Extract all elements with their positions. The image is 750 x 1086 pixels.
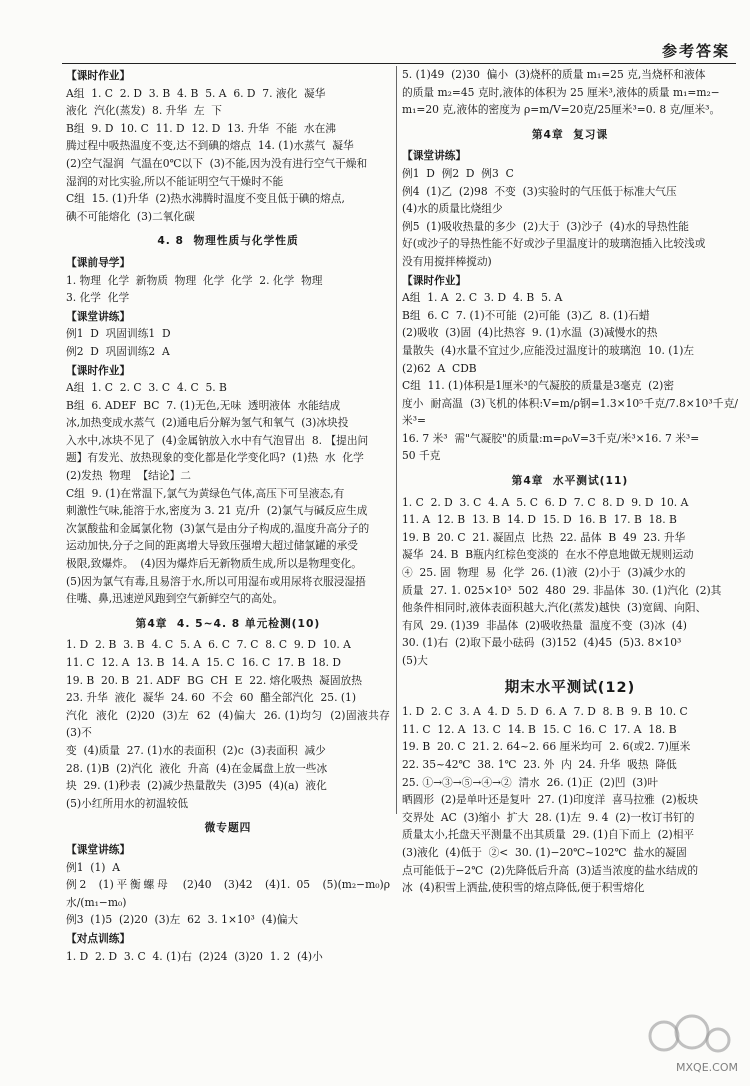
answer-line: 例1 (1) A xyxy=(66,860,120,874)
answer-line: B组 6. C 7. (1)不可能 (2)可能 (3)乙 8. (1)石蜡 xyxy=(402,308,650,322)
answer-line: 湿润的对比实验,所以不能证明空气干燥时不能 xyxy=(66,174,284,188)
section-tag: 【课堂讲练】 xyxy=(66,842,131,856)
answer-line: 19. B 20. C 21. 凝固点 比热 22. 晶体 B 49 23. 升华 xyxy=(402,530,686,544)
answer-line: 30. (1)右 (2)取下最小砝码 (3)152 (4)45 (5)3. 8×10³ xyxy=(402,636,682,650)
section-title: 第4章 水平测试(11) xyxy=(511,474,629,488)
left-column xyxy=(66,66,397,965)
answer-line: (4)水的质量比烧组少 xyxy=(402,202,503,216)
answer-line: 变 (4)质量 27. (1)水的表面积 (2)c (3)表面积 减少 xyxy=(66,743,326,757)
answer-line: (2)吸收 (3)固 (4)比热容 9. (1)水温 (3)减慢水的热 xyxy=(402,326,658,340)
answer-line: 11. A 12. B 13. B 14. D 15. D 16. B 17. B 18. B xyxy=(402,513,677,527)
answer-line: 1. D 2. B 3. B 4. C 5. A 6. C 7. C 8. C 9. D 10. A xyxy=(66,638,351,652)
answer-line: A组 1. C 2. D 3. B 4. B 5. A 6. D 7. 液化 凝华 xyxy=(66,86,326,100)
answer-line: (2)发热 物理 【结论】二 xyxy=(66,469,191,483)
answer-line: 运动加快,分子之间的距离增大导致压强增大超过储氯罐的承受 xyxy=(66,539,358,553)
section-tag: 【课堂讲练】 xyxy=(402,149,467,163)
answer-line: 题】有发光、放热现象的变化都是化学变化吗? (1)热 水 化学 xyxy=(66,451,364,465)
answer-line: 22. 35~42℃ 38. 1℃ 23. 外 内 24. 升华 吸热 降低 xyxy=(402,757,677,771)
header-rule xyxy=(62,63,736,64)
answer-block xyxy=(66,379,390,608)
column-divider xyxy=(396,66,397,814)
answer-line: 有风 29. (1)39 非晶体 (2)吸收热量 温度不变 (3)冰 (4) xyxy=(402,618,687,632)
answer-line: 例2 D 巩固训练2 A xyxy=(66,344,170,358)
section-title: 微专题四 xyxy=(204,821,252,835)
answer-line: 腾过程中吸热温度不变,达不到碘的熔点 14. (1)水蒸气 凝华 xyxy=(66,139,354,153)
answer-line: 例1 D 例2 D 例3 C xyxy=(402,166,514,180)
answer-line: 11. C 12. A 13. C 14. B 15. C 16. C 17. A 18. B xyxy=(402,722,677,736)
answer-line: B组 6. ADEF BC 7. (1)无色,无味 透明液体 水能结成 xyxy=(66,398,341,412)
answer-line: 晒圆形 (2)是单叶还是复叶 27. (1)印度洋 喜马拉雅 (2)板块 xyxy=(402,793,699,807)
page-header-title: 参考答案 xyxy=(661,42,730,60)
answer-line: (5)因为氯气有毒,且易溶于水,所以可用湿布或用尿将衣服浸湿捂 xyxy=(66,574,366,588)
answer-block xyxy=(402,494,738,670)
answer-block xyxy=(66,859,390,929)
answer-line: 50 千克 xyxy=(402,449,441,463)
answer-line: 汽化 液化 (2)20 (3)左 62 (4)偏大 26. (1)均匀 (2)固液共存 (3)不 xyxy=(66,708,397,740)
section-tag: 【课堂讲练】 xyxy=(66,309,131,323)
answer-line: 5. (1)49 (2)30 偏小 (3)烧杯的质量 m₁=25 克,当烧杯和液体 xyxy=(402,68,706,81)
answer-line: 例1 D 巩固训练1 D xyxy=(66,327,171,341)
watermark-text: MXQE.COM xyxy=(676,1061,738,1074)
answer-line: 质量太小,托盘天平测量不出其质量 29. (1)自下而上 (2)相平 xyxy=(402,828,695,842)
answer-line: 23. 升华 液化 凝华 24. 60 不会 60 醋全部汽化 25. (1) xyxy=(66,691,357,705)
answer-line: 他条件相同时,液体表面积越大,汽化(蒸发)越快 (3)宽阔、向阳、 xyxy=(402,601,707,615)
answer-line: 1. 物理 化学 新物质 物理 化学 化学 2. 化学 物理 xyxy=(66,273,323,287)
answer-line: 例3 (1)5 (2)20 (3)左 62 3. 1×10³ (4)偏大 xyxy=(66,913,299,927)
answer-block xyxy=(402,289,738,465)
answer-line: A组 1. A 2. C 3. D 4. B 5. A xyxy=(402,291,563,305)
answer-line: m₁=20 克,液体的密度为 ρ=m/V=20克/25厘米³=0. 8 克/厘米³。 xyxy=(402,103,721,117)
answer-block xyxy=(66,948,390,966)
answer-line: 冰 (4)积雪上洒盐,使积雪的熔点降低,便于积雪熔化 xyxy=(402,881,645,895)
answer-line: B组 9. D 10. C 11. D 12. D 13. 升华 不能 水在沸 xyxy=(66,121,336,135)
answer-line: 度小 耐高温 (3)飞机的体积:V=m/ρ钢=1.3×10⁵千克/7.8×10³千克/米³= xyxy=(402,396,738,428)
answer-line: (5)小红所用水的初温较低 xyxy=(66,796,189,810)
answer-block xyxy=(402,703,738,897)
section-title: 期末水平测试(12) xyxy=(504,679,636,696)
answer-block xyxy=(66,272,390,307)
section-tag: 【课前导学】 xyxy=(66,255,131,269)
section-tag: 【课时作业】 xyxy=(402,273,467,287)
answer-line: (2)空气湿润 气温在0℃以下 (3)不能,因为没有进行空气干燥和 xyxy=(66,156,368,170)
answer-line: 16. 7 米³ 需"气凝胶"的质量:m=ρ₀V=3千克/米³×16. 7 米³= xyxy=(402,431,700,445)
answer-line: 19. B 20. C 21. 2. 64~2. 66 厘米均可 2. 6(或2. 7)厘米 xyxy=(402,740,691,754)
answer-line: 极限,致爆炸。 (4)因为爆炸后无新物质生成,所以是物理变化。 xyxy=(66,557,362,571)
answer-line: 没有用搅拌棒搅动) xyxy=(402,254,492,268)
section-tag: 【对点训练】 xyxy=(66,931,131,945)
answer-line: 25. ①→③→⑤→④→② 清水 26. (1)正 (2)凹 (3)叶 xyxy=(402,775,659,789)
answer-line: 凝华 24. B B瓶内红棕色变淡的 在水不停息地做无规则运动 xyxy=(402,548,694,562)
answer-line: A组 1. C 2. C 3. C 4. C 5. B xyxy=(66,381,227,395)
answer-line: 11. C 12. A 13. B 14. A 15. C 16. C 17. B 18. D xyxy=(66,656,341,669)
answer-line: C组 9. (1)在常温下,氯气为黄绿色气体,高压下可呈液态,有 xyxy=(66,486,345,500)
right-column xyxy=(402,66,738,897)
answer-line: 冰,加热变成水蒸气 (2)通电后分解为氢气和氧气 (3)冰块投 xyxy=(66,416,349,430)
answer-line: 1. D 2. D 3. C 4. (1)右 (2)24 (3)20 1. 2 (4)小 xyxy=(66,949,323,963)
answer-line: 例4 (1)乙 (2)98 不变 (3)实验时的气压低于标准大气压 xyxy=(402,184,677,198)
answer-line: 例2 (1)平衡螺母 (2)40 (3)42 (4)1. 05 (5)(m₂−m₀)ρ水/(m₁−m₀) xyxy=(66,878,390,909)
answer-block xyxy=(402,165,738,271)
answer-line: 块 29. (1)秒表 (2)减少热量散失 (3)95 (4)(a) 液化 xyxy=(66,779,327,793)
answer-line: (2)62 A CDB xyxy=(402,361,477,375)
answer-block xyxy=(66,325,390,360)
answer-block xyxy=(402,66,738,119)
answer-line: 次氯酸盐和金属氯化物 (3)氯气是由分子构成的,温度升高分子的 xyxy=(66,521,370,535)
answer-line: 19. B 20. B 21. ADF BG CH E 22. 熔化吸热 凝固放热 xyxy=(66,673,362,687)
section-tag: 【课时作业】 xyxy=(66,69,131,82)
answer-line: ④ 25. 固 物理 易 化学 26. (1)液 (2)小于 (3)减少水的 xyxy=(402,566,686,580)
answer-line: C组 15. (1)升华 (2)热水沸腾时温度不变且低于碘的熔点, xyxy=(66,192,345,206)
section-title: 第4章 4. 5~4. 8 单元检测(10) xyxy=(135,616,321,630)
answer-line: 28. (1)B (2)汽化 液化 升高 (4)在金属盘上放一些冰 xyxy=(66,761,328,775)
answer-line: (5)大 xyxy=(402,654,428,667)
answer-line: 的质量 m₂=45 克时,液体的体积为 25 厘米³,液体的质量 m₁=m₂− xyxy=(402,85,720,99)
answer-line: 好(或沙子的导热性能不好或沙子里温度计的玻璃泡插入比较浅或 xyxy=(402,237,706,251)
answer-line: 1. C 2. D 3. C 4. A 5. C 6. D 7. C 8. D 9. D 10. A xyxy=(402,495,689,509)
answer-line: 点可能低于−2℃ (2)先降低后升高 (3)适当浓度的盐水结成的 xyxy=(402,863,699,877)
answer-line: 入水中,冰块不见了 (4)金属钠放入水中有气泡冒出 8. 【提出问 xyxy=(66,433,369,447)
answer-line: 刺激性气味,能溶于水,密度为 3. 21 克/升 (2)氯气与碱反应生成 xyxy=(66,504,368,518)
answer-line: 量散失 (4)水量不宜过少,应能没过温度计的玻璃泡 10. (1)左 xyxy=(402,343,695,357)
answer-line: (3)液化 (4)低于 ②< 30. (1)−20℃~102℃ 盐水的凝固 xyxy=(402,845,687,859)
answer-line: 交界处 AC (3)缩小 扩大 28. (1)左 9. 4 (2)一枚订书钉的 xyxy=(402,810,695,824)
answer-block xyxy=(66,636,397,812)
section-tag: 【课时作业】 xyxy=(66,363,131,377)
section-title: 4. 8 物理性质与化学性质 xyxy=(157,234,299,248)
answer-line: 液化 汽化(蒸发) 8. 升华 左 下 xyxy=(66,104,222,118)
answer-line: 3. 化学 化学 xyxy=(66,291,130,305)
section-title: 第4章 复习课 xyxy=(531,127,609,141)
answer-line: 质量 27. 1. 025×10³ 502 480 29. 非晶体 30. (1)汽化 (2)其 xyxy=(402,583,722,597)
answer-line: 住嘴、鼻,迅速逆风跑到空气新鲜空气的高处。 xyxy=(66,592,284,606)
answer-line: 例5 (1)吸收热量的多少 (2)大于 (3)沙子 (4)水的导热性能 xyxy=(402,219,689,233)
answer-line: 1. D 2. C 3. A 4. D 5. D 6. A 7. D 8. B 9. B 10. C xyxy=(402,705,688,719)
answer-line: C组 11. (1)体积是1厘米³的气凝胶的质量是3毫克 (2)密 xyxy=(402,379,675,393)
answer-block xyxy=(66,85,390,226)
answer-line: 碘不可能熔化 (3)二氧化碳 xyxy=(66,209,195,223)
